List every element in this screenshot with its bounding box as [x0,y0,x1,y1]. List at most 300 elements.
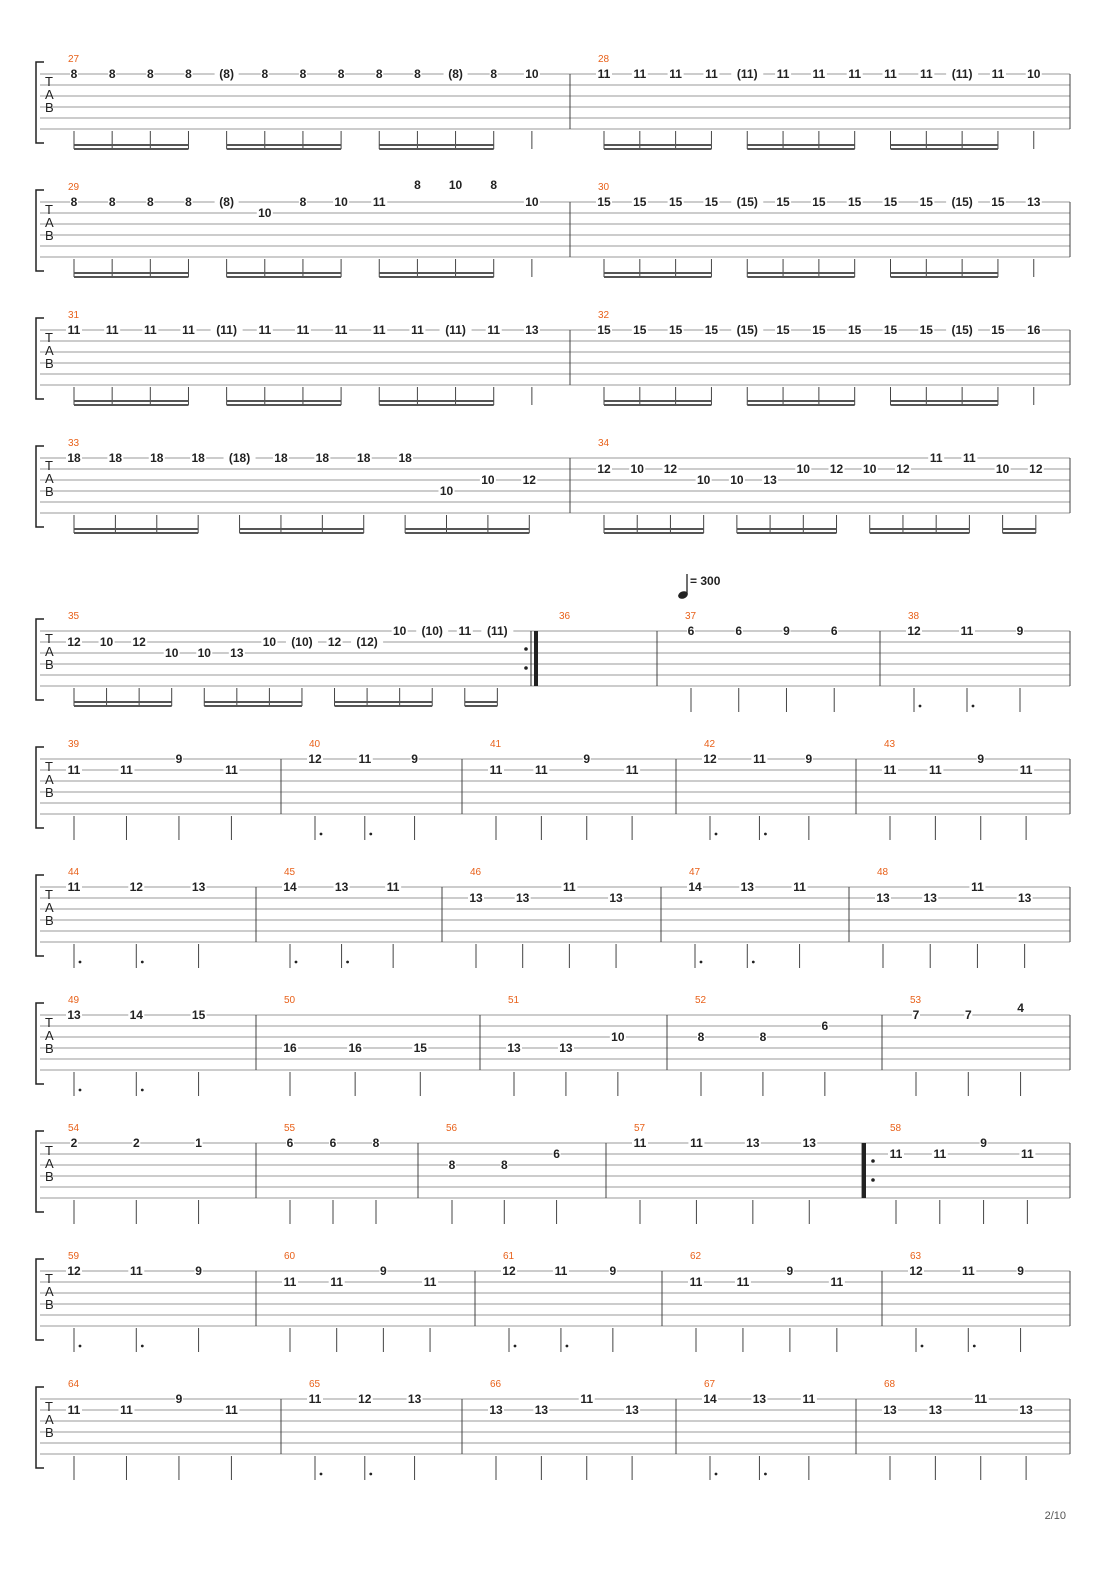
rhythm-dot [752,961,755,964]
fret-number: 11 [597,67,611,81]
fret-number: 10 [439,484,454,498]
fret-number: 10 [525,195,539,209]
fret-number: 6 [735,624,743,638]
fret-number: 11 [225,763,238,777]
fret-number: 8 [146,67,154,81]
fret-number: (8) [219,67,234,81]
fret-number: 15 [812,195,826,209]
fret-number: 13 [489,1403,503,1417]
fret-number: (11) [951,67,973,81]
measure-number: 54 [68,1123,80,1134]
measure-number: 52 [695,995,707,1006]
tempo-label: = 300 [690,574,721,588]
fret-number: 15 [848,323,862,337]
measure-number: 67 [704,1379,716,1390]
fret-number: 12 [67,635,81,649]
fret-number: 14 [129,1008,143,1022]
fret-number: (11) [736,67,758,81]
fret-number: 11 [974,1392,988,1406]
fret-number: 11 [929,763,942,777]
measure-number: 65 [309,1379,321,1390]
fret-number: 18 [274,451,288,465]
fret-number: 10 [796,462,810,476]
tab-staff [0,1379,1110,1474]
rhythm-dot [79,1089,82,1092]
tab-clef-letter: A [45,1412,54,1427]
fret-number: 13 [559,1041,573,1055]
fret-number: (8) [448,67,463,81]
fret-number: 13 [1027,195,1041,209]
repeat-dot [524,666,528,670]
fret-number: 18 [67,451,81,465]
fret-number: 18 [398,451,412,465]
tab-clef-letter: A [45,87,54,102]
rhythm-dot [79,961,82,964]
rhythm-dot [919,705,922,708]
fret-number: 11 [736,1275,750,1289]
fret-number: 11 [919,67,933,81]
tab-system [0,178,1110,272]
fret-number: 11 [423,1275,437,1289]
tab-clef-letter: A [45,215,54,230]
fret-number: 15 [883,195,898,209]
measure-number: 63 [910,1251,922,1262]
rhythm-dot [346,961,349,964]
fret-number: 12 [907,624,921,638]
measure-number: 36 [559,611,571,622]
fret-number: 9 [175,1392,183,1406]
fret-number: 18 [357,451,371,465]
page-number: 2/10 [1044,1510,1066,1522]
fret-number: 11 [961,1264,975,1278]
fret-number: 11 [296,323,310,337]
fret-number: 11 [411,323,424,337]
fret-number: 11 [1021,1147,1034,1161]
fret-number: 8 [448,1158,456,1172]
fret-number: 11 [633,1136,647,1150]
fret-number: 13 [334,880,349,894]
fret-number: 11 [258,323,272,337]
fret-number: 11 [120,763,133,777]
tab-clef-letter: T [45,202,53,217]
fret-number: 10 [696,473,711,487]
measure-number: 53 [910,995,922,1006]
fret-number: 8 [759,1030,767,1044]
measure-number: 44 [68,867,80,878]
measure-number: 39 [68,739,80,750]
fret-number: 10 [481,473,495,487]
measure-number: 56 [446,1123,458,1134]
measure-number: 41 [490,739,502,750]
fret-number: 12 [358,1392,372,1406]
fret-number: 8 [261,67,269,81]
measure-number: 57 [634,1123,646,1134]
tab-staff [0,1251,1110,1346]
fret-number: 11 [1019,763,1033,777]
fret-number: 8 [500,1158,508,1172]
fret-number: 11 [884,67,897,81]
tab-staff [0,739,1110,834]
fret-number: 11 [929,451,943,465]
fret-number: 12 [597,462,611,476]
fret-number: 8 [375,67,383,81]
measure-number: 49 [68,995,80,1006]
fret-number: 6 [830,624,838,638]
fret-number: 8 [185,67,192,81]
fret-number: 15 [812,323,826,337]
fret-number: 11 [991,67,1005,81]
rhythm-dot [700,961,703,964]
fret-number: 6 [329,1136,337,1150]
measure-number: 27 [68,54,80,65]
rhythm-dot [764,1473,767,1476]
measure-number: 35 [68,611,80,622]
fret-number: 12 [129,880,143,894]
fret-number: 16 [1027,323,1041,337]
fret-number: 11 [971,880,984,894]
fret-number: 15 [704,195,719,209]
tab-clef-letter: B [45,1425,54,1440]
fret-number: 9 [980,1136,987,1150]
fret-number: 11 [705,67,718,81]
fret-number: 11 [933,1147,947,1161]
fret-number: 11 [225,1403,238,1417]
fret-number: (11) [216,323,237,337]
rhythm-dot [566,1345,569,1348]
tab-system [0,611,1110,701]
tab-clef-letter: T [45,759,53,774]
fret-number: 13 [67,1008,81,1022]
tab-staff [0,995,1110,1090]
fret-number: 13 [534,1403,549,1417]
measure-number: 38 [908,611,920,622]
fret-number: 11 [358,752,372,766]
fret-number: 11 [830,1275,844,1289]
fret-number: 11 [535,763,548,777]
measure-number: 55 [284,1123,296,1134]
fret-number: (11) [445,323,466,337]
rhythm-dot [141,1089,144,1092]
measure-number: 59 [68,1251,80,1262]
tab-clef-letter: A [45,900,54,915]
fret-number: 13 [802,1136,816,1150]
fret-number: (15) [951,195,973,209]
fret-number: 12 [327,635,342,649]
measure-number: 42 [704,739,716,750]
fret-number: 11 [67,1403,81,1417]
fret-number: 11 [372,195,386,209]
fret-number: 13 [507,1041,521,1055]
tab-staff [0,310,1110,405]
tab-clef-letter: B [45,913,54,928]
fret-number: 12 [308,752,322,766]
tab-clef-letter: T [45,74,53,89]
tab-clef-letter: T [45,1399,53,1414]
fret-number: 13 [525,323,539,337]
fret-number: 14 [283,880,297,894]
measure-number: 60 [284,1251,296,1262]
fret-number: 11 [143,323,157,337]
tab-clef-letter: T [45,1015,53,1030]
fret-number: 7 [912,1008,920,1022]
fret-number: 11 [580,1392,594,1406]
tab-clef-letter: B [45,356,54,371]
tab-clef-letter: T [45,1143,53,1158]
fret-number: 10 [525,67,539,81]
fret-number: 12 [132,635,146,649]
tab-staff [0,54,1110,149]
tab-clef-letter: B [45,484,54,499]
rhythm-dot [320,833,323,836]
fret-number: 8 [372,1136,380,1150]
measure-number: 47 [689,867,701,878]
fret-number: 13 [609,891,623,905]
fret-number: 9 [1017,1264,1024,1278]
fret-number: 13 [469,891,483,905]
fret-number: 8 [414,67,421,81]
fret-number: 13 [928,1403,943,1417]
fret-number: 14 [688,880,702,894]
fret-number: 10 [448,178,463,192]
measure-number: 68 [884,1379,896,1390]
fret-number: 13 [1017,891,1032,905]
fret-number: 6 [687,624,695,638]
fret-number: 10 [863,462,877,476]
fret-number: 11 [812,67,826,81]
fret-number: 8 [108,67,116,81]
fret-number: 13 [516,891,530,905]
fret-number: 18 [150,451,164,465]
fret-number: (8) [219,195,234,209]
fret-number: 11 [386,880,400,894]
fret-number: (12) [356,635,378,649]
fret-number: 10 [258,206,272,220]
fret-number: 10 [165,646,179,660]
fret-number: 11 [963,451,976,465]
tab-system [0,1251,1110,1341]
tab-staff [0,1123,1110,1218]
rhythm-dot [141,961,144,964]
fret-number: 9 [195,1264,202,1278]
measure-number: 43 [884,739,896,750]
tab-staff [0,178,1110,277]
fret-number: 7 [964,1008,972,1022]
tab-clef-letter: A [45,644,54,659]
tab-clef-letter: T [45,330,53,345]
measure-number: 62 [690,1251,702,1262]
measure-number: 30 [598,182,610,193]
rhythm-dot [715,833,718,836]
fret-number: 10 [392,624,407,638]
tab-staff [0,438,1110,533]
fret-number: 9 [1016,624,1024,638]
measure-number: 32 [598,310,610,321]
fret-number: 12 [663,462,678,476]
fret-number: 11 [458,624,472,638]
fret-number: 11 [182,323,195,337]
fret-number: 15 [668,323,683,337]
fret-number: 6 [553,1147,560,1161]
measure-number: 61 [503,1251,515,1262]
fret-number: 12 [1029,462,1043,476]
repeat-dot [871,1178,875,1182]
fret-number: 11 [67,323,81,337]
tab-clef-letter: B [45,100,54,115]
fret-number: 9 [583,752,591,766]
fret-number: 11 [633,67,647,81]
fret-number: 11 [753,752,766,766]
tab-clef-letter: B [45,1041,54,1056]
tab-clef-letter: T [45,458,53,473]
measure-number: 28 [598,54,610,65]
fret-number: 11 [283,1275,297,1289]
tab-system [0,310,1110,400]
tab-system [0,867,1110,957]
fret-number: 10 [995,462,1010,476]
fret-number: 11 [334,323,348,337]
fret-number: 12 [829,462,844,476]
tab-staff [0,611,1110,706]
fret-number: 10 [630,462,644,476]
fret-number: 8 [185,195,192,209]
fret-number: 11 [308,1392,322,1406]
fret-number: 18 [108,451,123,465]
fret-number: 12 [502,1264,516,1278]
fret-number: 11 [487,323,501,337]
tab-system [0,995,1110,1085]
fret-number: (10) [291,635,313,649]
tab-clef-letter: A [45,1284,54,1299]
fret-number: 12 [67,1264,81,1278]
fret-number: 10 [611,1030,625,1044]
fret-number: 11 [129,1264,143,1278]
fret-number: 16 [283,1041,297,1055]
tab-system [0,1123,1110,1213]
tab-system [0,1379,1110,1469]
fret-number: 10 [99,635,114,649]
fret-number: 8 [108,195,116,209]
fret-number: 11 [120,1403,133,1417]
fret-number: 14 [703,1392,717,1406]
fret-number: 10 [262,635,277,649]
tempo-marking [676,572,756,602]
fret-number: 11 [554,1264,568,1278]
fret-number: 11 [372,323,386,337]
fret-number: 8 [337,67,345,81]
fret-number: 11 [690,1136,703,1150]
measure-number: 37 [685,611,697,622]
rhythm-dot [921,1345,924,1348]
fret-number: 8 [299,67,307,81]
fret-number: 13 [625,1403,639,1417]
measure-number: 29 [68,182,80,193]
fret-number: (10) [421,624,443,638]
fret-number: 13 [763,473,777,487]
fret-number: 15 [776,323,790,337]
rhythm-dot [715,1473,718,1476]
measure-number: 46 [470,867,482,878]
measure-number: 51 [508,995,520,1006]
fret-number: 11 [883,763,897,777]
fret-number: 15 [883,323,898,337]
tab-clef-letter: B [45,657,54,672]
fret-number: 8 [70,67,78,81]
tab-clef-letter: A [45,1156,54,1171]
fret-number: 9 [805,752,813,766]
tab-clef-letter: T [45,887,53,902]
measure-number: 34 [598,438,610,449]
fret-number: (11) [487,624,508,638]
fret-number: 8 [70,195,78,209]
fret-number: 11 [848,67,862,81]
fret-number: 15 [633,323,647,337]
tab-clef-letter: T [45,1271,53,1286]
fret-number: (18) [228,451,251,465]
fret-number: 12 [896,462,910,476]
tab-clef-letter: T [45,631,53,646]
fret-number: 11 [689,1275,703,1289]
fret-number: 10 [1027,67,1041,81]
fret-number: 13 [752,1392,767,1406]
tab-clef-letter: A [45,1028,54,1043]
fret-number: 11 [330,1275,344,1289]
fret-number: 13 [883,1403,897,1417]
tab-clef-letter: A [45,471,54,486]
fret-number: 16 [348,1041,362,1055]
fret-number: 11 [669,67,682,81]
fret-number: 2 [70,1136,78,1150]
fret-number: 12 [909,1264,923,1278]
fret-number: 15 [668,195,683,209]
fret-number: 11 [802,1392,816,1406]
measure-number: 50 [284,995,296,1006]
fret-number: 12 [703,752,717,766]
fret-number: 9 [411,752,418,766]
measure-number: 66 [490,1379,502,1390]
fret-number: 18 [315,451,330,465]
fret-number: 13 [230,646,244,660]
measure-number: 64 [68,1379,80,1390]
tab-clef-letter: B [45,1169,54,1184]
repeat-start-bar [862,1143,866,1198]
tab-clef-letter: B [45,785,54,800]
rhythm-dot [973,1345,976,1348]
fret-number: 11 [625,763,639,777]
fret-number: (15) [736,195,758,209]
fret-number: 11 [67,880,81,894]
quarter-note-icon [676,572,690,602]
repeat-dot [871,1159,875,1163]
fret-number: 15 [776,195,790,209]
fret-number: (15) [736,323,758,337]
tab-staff [0,867,1110,962]
fret-number: 8 [414,178,421,192]
fret-number: 8 [490,178,498,192]
fret-number: 2 [132,1136,140,1150]
fret-number: 15 [919,323,933,337]
fret-number: 10 [334,195,348,209]
rhythm-dot [369,833,372,836]
fret-number: 11 [67,763,81,777]
fret-number: 10 [197,646,211,660]
rhythm-dot [764,833,767,836]
fret-number: 15 [597,195,611,209]
rhythm-dot [141,1345,144,1348]
fret-number: 13 [740,880,754,894]
fret-number: 9 [977,752,985,766]
fret-number: 13 [407,1392,422,1406]
fret-number: 13 [191,880,206,894]
